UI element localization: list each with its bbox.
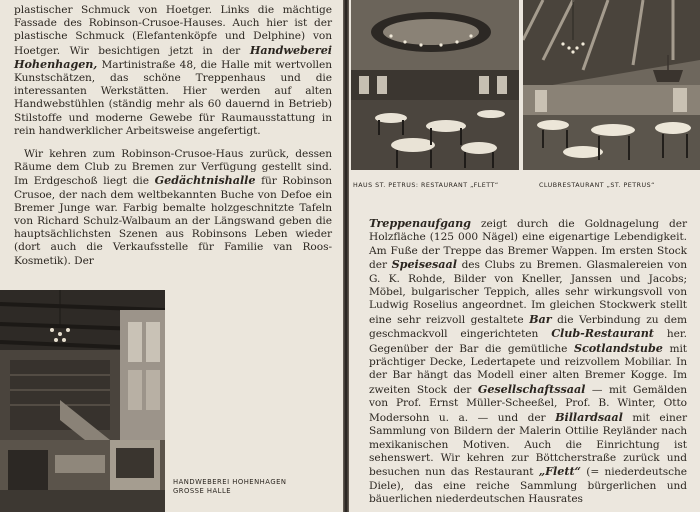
right-text-block xyxy=(369,217,687,512)
highlighted-term: Gesellschaftssaal xyxy=(477,381,586,396)
highlighted-term: Billardsaal xyxy=(555,409,623,424)
right-paragraph xyxy=(369,217,687,507)
left-page xyxy=(0,0,343,512)
highlighted-term: „Flett“ xyxy=(538,464,581,479)
highlighted-term: Treppenaufgang xyxy=(369,216,471,230)
left-text-block xyxy=(14,4,332,278)
right-page xyxy=(349,0,700,512)
text-run: des Clubs zu Bremen. Glasmalereien von G. K. Rohde, Bilder von Kneller, Janssen und Jacobs; Möbel, bulgarischer Teppich, alles sehr wirkungsvoll von Ludwig Roselius angeordnet. Im gleichen Stockwerk stellt eine sehr reizvoll gestaltete xyxy=(369,259,687,326)
left-paragraph-2 xyxy=(14,148,332,268)
caption-line-1: HANDWEBEREI HOHENHAGEN xyxy=(173,478,287,486)
caption-restaurant-flett: HAUS ST. PETRUS: RESTAURANT „FLETT“ xyxy=(353,182,499,189)
text-run: für Robinson Crusoe, der nach dem weltbekannten Buche von Defoe ein Bremer Junge war. Farbig bemalte holzgeschnitzte Tafeln von Richard Schulz-Walbaum an der Längswand geben die hauptsächlichsten Szenen aus Robinsons Leben wieder (dort auch die Verkaufsstelle für Familie van Roos-Kosmetik). Der xyxy=(14,175,332,267)
text-run: Martinistraße 48, die Halle mit wertvollen Kunstschätzen, das schöne Treppenhaus und die interessanten Werkstätten. Hier werden auf alten Handwebstühlen (ständig mehr als 60 dauernd in Betrieb) Stilstoffe und moderne Gewebe für Raumausstattung in rein handwerklicher Arbeitsweise angefertigt. xyxy=(14,58,332,137)
text-run: die Verbindung zu dem geschmackvoll eingerichteten xyxy=(369,313,687,341)
photo-restaurant-flett xyxy=(351,0,519,170)
text-run: mit prächtiger Decke, Ledertapete und reizvollem Mobiliar. In der Bar hängt das Modell einer alten Bremer Kogge. Im zweiten Stock der xyxy=(369,342,687,396)
caption-line-2: GROSSE HALLE xyxy=(173,487,232,495)
text-run: Wir kehren zum Robinson-Crusoe-Haus zurück, dessen Räume dem Club zu Bremen zur Verfügung gestellt sind. Im Erdgeschoß liegt die xyxy=(14,148,332,188)
text-run: plastischer Schmuck von Hoetger. Links die mächtige Fassade des Robinson-Crusoe-Hauses. Auch hier ist der plastische Schmuck (Elefantenköpfe und Delphine) von Hoetger. Wir besichtigen jetzt in der xyxy=(14,4,332,57)
highlighted-term: Gedächtnishalle xyxy=(154,173,256,188)
text-run: mit einer Sammlung von Bildern der Malerin Ottilie Reyländer nach mexikanischen Motiven. Auch die Einrichtung ist sehenswert. Wir kehren zur Böttcherstraße zurück und besuchen nun das Restaurant xyxy=(369,411,687,479)
highlighted-term: Scotlandstube xyxy=(573,340,663,355)
highlighted-term: Club-Restaurant xyxy=(551,326,654,341)
left-paragraph-1 xyxy=(14,4,332,138)
text-run: zeigt durch die Goldnagelung der Holzfläche (125 000 Nägel) eine eigenartige Lebendigkeit. Am Fuße der Treppe das Bremer Wappen. Im ersten Stock der xyxy=(369,218,687,272)
photo-grosse-halle xyxy=(0,290,165,512)
text-run: (= niederdeutsche Diele), das eine reiche Sammlung bürgerlichen und bäuerlichen niederdeutschen Hausrates xyxy=(369,466,687,506)
highlighted-term: Bar xyxy=(529,311,552,326)
highlighted-term: Handweberei Hohenhagen, xyxy=(14,42,332,71)
text-run: — mit Gemälden von Prof. Ernst Müller-Scheeßel, Prof. B. Winter, Otto Modersohn u. a. — und der xyxy=(369,383,687,424)
caption-clubrestaurant: CLUBRESTAURANT „ST. PETRUS“ xyxy=(539,182,655,189)
text-run: her. Gegenüber der Bar die gemütliche xyxy=(369,328,687,355)
highlighted-term: Speisesaal xyxy=(391,257,457,272)
photo-clubrestaurant-st-petrus xyxy=(523,0,700,170)
left-photo-caption xyxy=(173,478,338,496)
